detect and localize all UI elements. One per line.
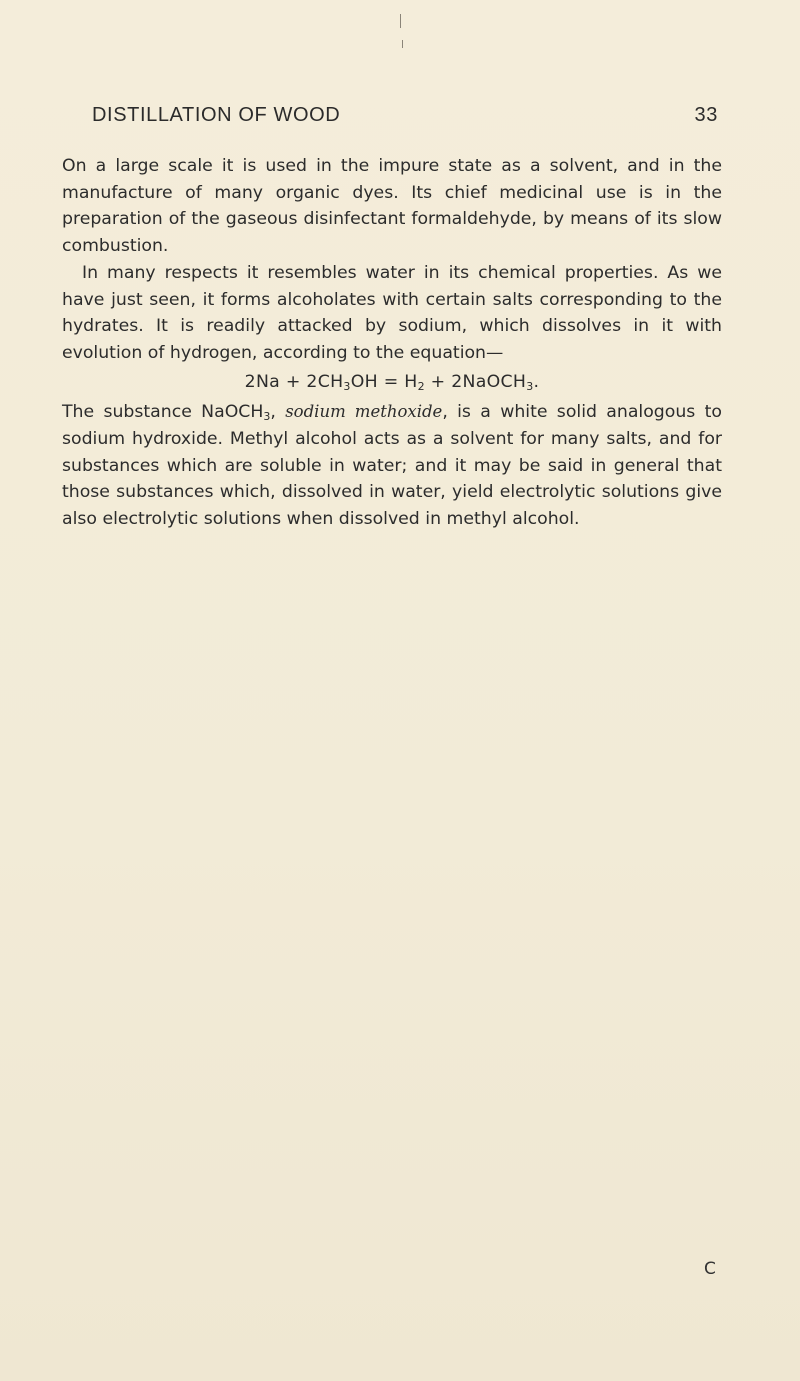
chemical-equation <box>62 369 722 396</box>
signature-mark: C <box>704 1259 716 1279</box>
paragraph-solvent-uses: On a large scale it is used in the impure state as a solvent, and in the manufacture of many organic dyes. Its chief medicinal use is in the preparation of the gaseous disinfectant formaldehyde, by means of its slow combustion. <box>62 156 722 257</box>
binding-mark-lower <box>402 40 403 48</box>
italic-term: sodium methoxide <box>285 402 443 422</box>
binding-mark <box>400 14 401 28</box>
paragraph3-lead: The substance NaOCH <box>62 402 264 423</box>
formula-subscript: 3 <box>263 410 271 424</box>
equation-part: OH = H <box>350 371 418 392</box>
running-head-title: DISTILLATION OF WOOD <box>92 104 341 126</box>
paragraph3-rest: , is a white solid analogous to sodium hydroxide. Methyl alcohol acts as a solvent for many salts, and for substances which are soluble in water; and it may be said in general that those substances which, dissolved in water, yield electrolytic solutions give also electrolytic solutions when dissolved in methyl alcohol. <box>62 402 722 530</box>
equation-part: . <box>533 371 540 392</box>
equation-part: + 2NaOCH <box>424 371 527 392</box>
equation-part: 2Na + 2CH <box>244 371 344 392</box>
body-text <box>62 153 722 533</box>
paragraph3-comma: , <box>270 402 286 423</box>
equation-subscript: 2 <box>417 379 425 393</box>
equation-subscript: 3 <box>526 379 534 393</box>
running-head <box>92 104 718 130</box>
page-number: 33 <box>694 104 718 126</box>
equation-subscript: 3 <box>343 379 351 393</box>
paragraph-sodium-methoxide <box>62 399 722 533</box>
paragraph-chemical-properties: In many respects it resembles water in its chemical properties. As we have just seen, it forms alcoholates with certain salts corresponding to the hydrates. It is readily attacked by sodium, which dissolves in it with evolution of hydrogen, according to the equation— <box>62 262 722 363</box>
